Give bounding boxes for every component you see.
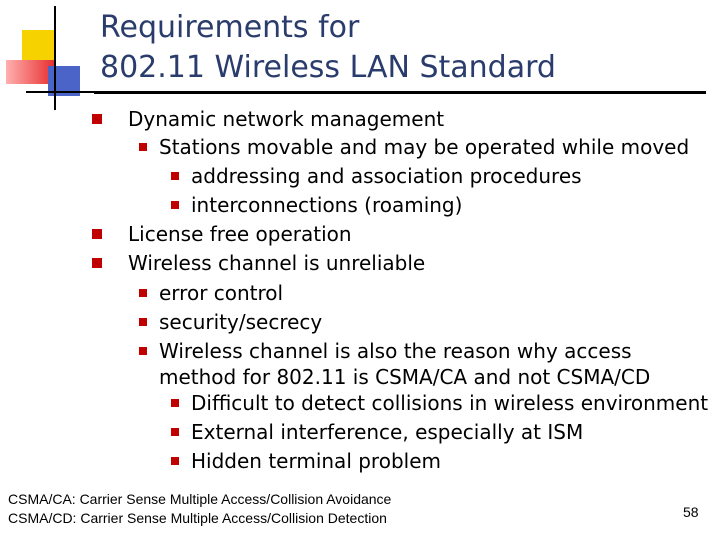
bullet-marker (171, 172, 179, 180)
yellow-square (22, 30, 54, 62)
list-item: Difficult to detect collisions in wireless environment (191, 390, 708, 416)
slide-title (100, 8, 700, 88)
bullet-marker (139, 318, 147, 326)
corner-decoration (0, 0, 100, 110)
bullet-marker (92, 114, 102, 124)
bullet-marker (139, 143, 147, 151)
bullet-marker (171, 201, 179, 209)
list-item: Wireless channel is also the reason why access method for 802.11 is CSMA/CA and not CSMA/CD (159, 338, 707, 390)
list-item: License free operation (128, 221, 352, 247)
list-item: error control (159, 280, 283, 306)
list-item: Stations movable and may be operated while moved (159, 134, 689, 160)
bullet-marker (171, 428, 179, 436)
footnote-csma-cd: CSMA/CD: Carrier Sense Multiple Access/Collision Detection (8, 510, 387, 526)
title-line-2: 802.11 Wireless LAN Standard (100, 50, 556, 85)
list-item: addressing and association procedures (191, 163, 582, 189)
bullet-marker (171, 399, 179, 407)
footnote-csma-ca: CSMA/CA: Carrier Sense Multiple Access/Collision Avoidance (8, 491, 392, 507)
bullet-marker (139, 289, 147, 297)
vertical-line (54, 6, 56, 110)
title-line-1: Requirements for (100, 10, 360, 45)
bullet-marker (92, 229, 102, 239)
bullet-marker (92, 258, 102, 268)
red-bar (6, 60, 54, 84)
list-item: Hidden terminal problem (191, 448, 441, 474)
list-item: interconnections (roaming) (191, 192, 462, 218)
list-item: security/secrecy (159, 309, 322, 335)
horizontal-line (26, 91, 96, 93)
page-number: 58 (683, 504, 699, 520)
list-item: External interference, especially at ISM (191, 419, 583, 445)
list-item: Wireless channel is unreliable (128, 250, 425, 276)
bullet-marker (139, 347, 147, 355)
bullet-marker (171, 457, 179, 465)
title-underline (94, 91, 706, 94)
list-item: Dynamic network management (128, 106, 444, 132)
